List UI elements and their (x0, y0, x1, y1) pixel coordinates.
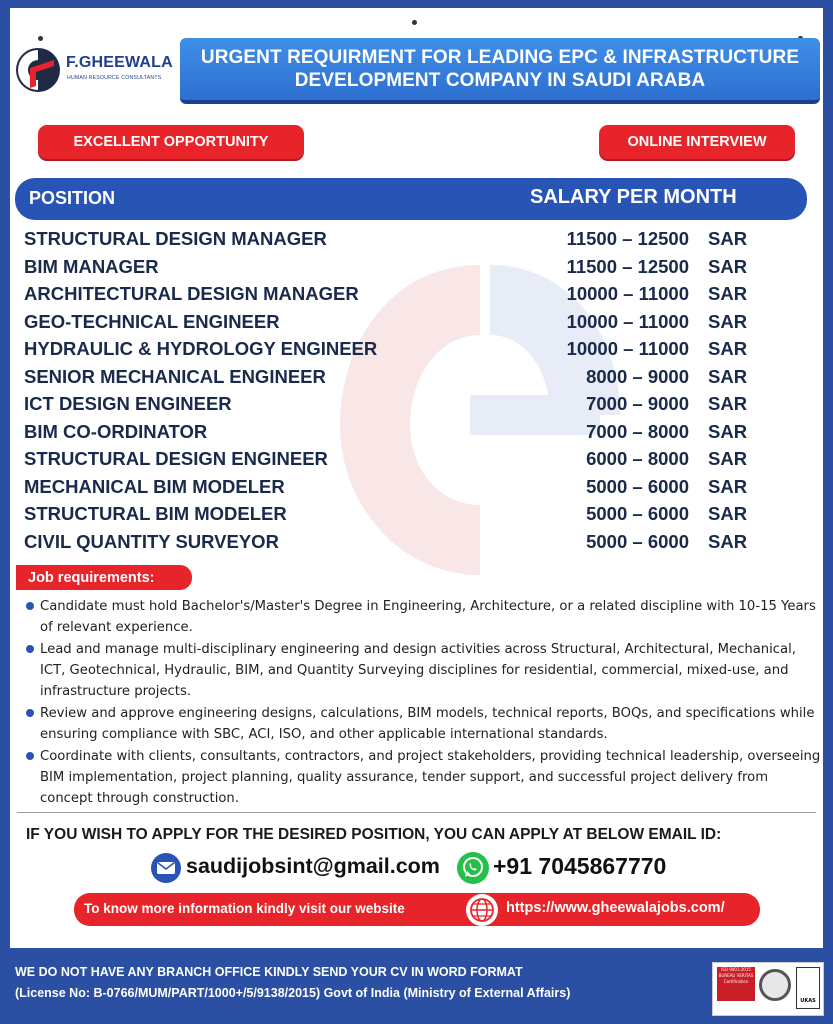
position-name: STRUCTURAL BIM MODELER (24, 503, 287, 524)
list-item: Review and approve engineering designs, calculations, BIM models, technical reports, BOQs, and specifications while ensuring compliance with SBC, ACI, ISO, and other applicable international standards. (26, 703, 821, 745)
brand-logo (14, 44, 184, 96)
salary-currency: SAR (708, 228, 748, 249)
salary-currency: SAR (708, 283, 748, 304)
position-name: BIM CO-ORDINATOR (24, 420, 208, 442)
table-row (24, 254, 764, 282)
position-name: BIM MANAGER (24, 255, 159, 277)
table-row (24, 309, 764, 337)
salary-range: 5000 – 6000 (586, 530, 689, 552)
position-name: MECHANICAL BIM MODELER (24, 475, 285, 497)
salary-currency: SAR (708, 365, 748, 387)
position-column-header: POSITION (29, 188, 116, 208)
website-lead-text: To know more information kindly visit our website (84, 901, 405, 916)
position-name: CIVIL QUANTITY SURVEYOR (24, 530, 279, 552)
salary-range: 7000 – 8000 (586, 420, 689, 442)
divider (17, 812, 816, 813)
table-row (24, 336, 764, 364)
bureau-veritas-badge (717, 967, 755, 1001)
list-item: Lead and manage multi-disciplinary engineering and design activities across Structural, Architectural, Mechanical, ICT, Geotechnical, Hydraulic, BIM, and Quantity Surveying disciplines for residential, commercial, mixed-use, and infrastructure projects. (26, 639, 821, 702)
email-icon (150, 852, 182, 884)
positions-table (24, 226, 764, 556)
position-name: ARCHITECTURAL DESIGN MANAGER (24, 283, 359, 304)
title-line-1: URGENT REQUIRMENT FOR LEADING EPC & INFRASTRUCTURE (200, 47, 800, 68)
position-name: SENIOR MECHANICAL ENGINEER (24, 365, 326, 387)
position-name: GEO-TECHNICAL ENGINEER (24, 310, 280, 332)
brand-mark-icon (14, 46, 62, 94)
salary-currency: SAR (708, 530, 748, 552)
list-item: Coordinate with clients, consultants, contractors, and project stakeholders, providing technical leadership, overseeing BIM implementation, project planning, quality assurance, tender support, and successful project delivery from concept through construction. (26, 746, 821, 809)
salary-range: 10000 – 11000 (566, 283, 689, 304)
salary-range: 10000 – 11000 (566, 338, 689, 359)
title-line-2: DEVELOPMENT COMPANY IN SAUDI ARABA (294, 70, 706, 91)
salary-currency: SAR (708, 420, 748, 442)
table-row (24, 226, 764, 254)
whatsapp-icon (456, 851, 490, 885)
requirements-list (26, 596, 821, 810)
footer (0, 948, 833, 1024)
title-banner (180, 38, 820, 104)
salary-range: 6000 – 8000 (586, 448, 689, 469)
salary-range: 5000 – 6000 (586, 475, 689, 497)
website-bar (74, 893, 760, 926)
table-row (24, 501, 764, 529)
excellent-opportunity-tag: EXCELLENT OPPORTUNITY (38, 125, 304, 159)
ukas-badge (796, 967, 820, 1009)
salary-column-header: SALARY PER MONTH (530, 186, 737, 208)
salary-currency: SAR (708, 338, 748, 359)
apply-heading: IF YOU WISH TO APPLY FOR THE DESIRED POSITION, YOU CAN APPLY AT BELOW EMAIL ID: (26, 826, 722, 843)
online-interview-tag: ONLINE INTERVIEW (599, 125, 795, 159)
salary-currency: SAR (708, 448, 748, 469)
table-row (24, 474, 764, 502)
salary-currency: SAR (708, 503, 748, 524)
salary-currency: SAR (708, 255, 748, 277)
salary-range: 11500 – 12500 (566, 228, 689, 249)
table-row (24, 364, 764, 392)
brand-subtitle: HUMAN RESOURCE CONSULTANTS (67, 75, 162, 81)
position-name: STRUCTURAL DESIGN ENGINEER (24, 448, 328, 469)
table-row (24, 529, 764, 557)
phone-number[interactable]: +91 7045867770 (493, 853, 667, 879)
pin-dot (412, 20, 417, 25)
certification-badges (712, 962, 824, 1016)
website-link[interactable]: https://www.gheewalajobs.com/ (506, 900, 725, 916)
contact-row (150, 850, 750, 886)
certification-seal-icon (759, 969, 791, 1001)
salary-currency: SAR (708, 393, 748, 414)
pin-dot (38, 36, 43, 41)
salary-range: 8000 – 9000 (586, 365, 689, 387)
table-row (24, 446, 764, 474)
list-item: Candidate must hold Bachelor's/Master's Degree in Engineering, Architecture, or a related discipline with 10-15 Years of relevant experience. (26, 596, 821, 638)
position-name: STRUCTURAL DESIGN MANAGER (24, 228, 327, 249)
iso-label: ISO 9001:2015 (721, 967, 751, 972)
bv-label: BUREAU VERITAS Certification (718, 973, 754, 984)
brand-name: F.GHEEWALA (66, 54, 173, 71)
position-name: HYDRAULIC & HYDROLOGY ENGINEER (24, 338, 378, 359)
table-row (24, 391, 764, 419)
footer-license: (License No: B-0766/MUM/PART/1000+/5/9138/2015) Govt of India (Ministry of External Affairs) (15, 986, 571, 1000)
email-link[interactable]: saudijobsint@gmail.com (186, 854, 440, 878)
salary-range: 5000 – 6000 (586, 503, 689, 524)
footer-notice: WE DO NOT HAVE ANY BRANCH OFFICE KINDLY SEND YOUR CV IN WORD FORMAT (15, 965, 523, 979)
salary-range: 11500 – 12500 (566, 255, 689, 277)
positions-table-header (15, 178, 807, 220)
table-row (24, 281, 764, 309)
salary-currency: SAR (708, 475, 748, 497)
table-row (24, 419, 764, 447)
globe-icon (464, 892, 500, 928)
position-name: ICT DESIGN ENGINEER (24, 393, 232, 414)
salary-range: 10000 – 11000 (566, 310, 689, 332)
salary-currency: SAR (708, 310, 748, 332)
ukas-label: UKAS (800, 998, 816, 1004)
salary-range: 7000 – 9000 (586, 393, 689, 414)
job-requirements-label: Job requirements: (16, 565, 192, 590)
